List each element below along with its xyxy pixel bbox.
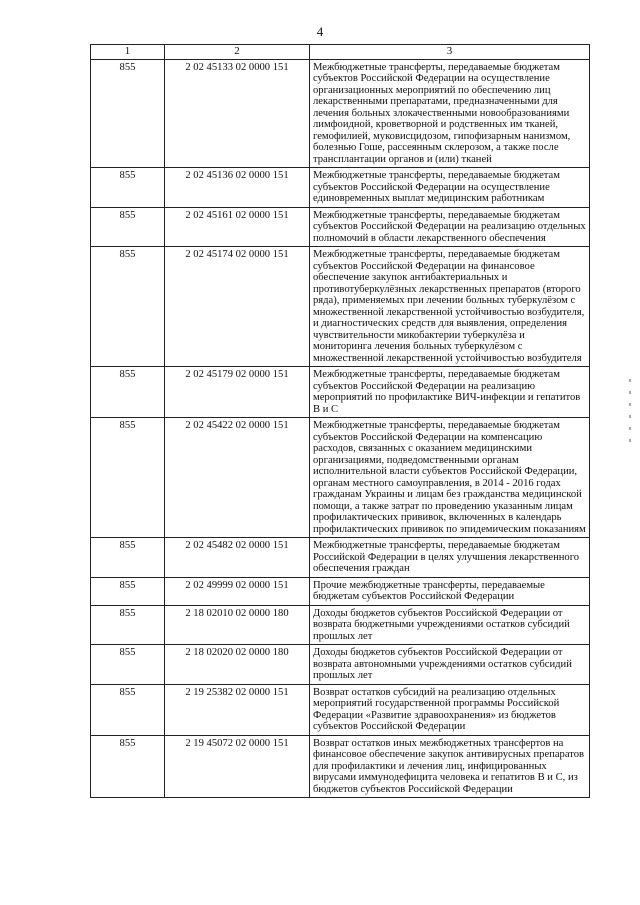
admin-code-cell: 855: [91, 59, 165, 168]
admin-code-cell: 855: [91, 735, 165, 798]
column-number-3: 3: [310, 45, 590, 60]
budget-classification-code-cell: 2 19 45072 02 0000 151: [165, 735, 310, 798]
description-cell: Межбюджетные трансферты, передаваемые бюджетам Российской Федерации в целях улучшения лекарственного обеспечения граждан: [310, 538, 590, 578]
column-number-2: 2: [165, 45, 310, 60]
description-cell: Межбюджетные трансферты, передаваемые бюджетам субъектов Российской Федерации на реализацию мероприятий по профилактике ВИЧ-инфекции и гепатитов B и C: [310, 367, 590, 418]
description-cell: Доходы бюджетов субъектов Российской Федерации от возврата автономными учреждениями остатков субсидий прошлых лет: [310, 645, 590, 685]
budget-codes-table: [90, 44, 590, 798]
budget-classification-code-cell: 2 02 49999 02 0000 151: [165, 577, 310, 605]
budget-classification-code-cell: 2 02 45422 02 0000 151: [165, 418, 310, 538]
admin-code-cell: 855: [91, 605, 165, 645]
scan-margin-marks: [627, 370, 633, 490]
budget-classification-code-cell: 2 02 45174 02 0000 151: [165, 247, 310, 367]
admin-code-cell: 855: [91, 247, 165, 367]
admin-code-cell: 855: [91, 168, 165, 208]
budget-classification-code-cell: 2 02 45482 02 0000 151: [165, 538, 310, 578]
table-row: [91, 577, 590, 605]
admin-code-cell: 855: [91, 684, 165, 735]
description-cell: Межбюджетные трансферты, передаваемые бюджетам субъектов Российской Федерации на финансовое обеспечение закупок антибактериальных и противотуберкулёзных лекарственных препаратов (второго ряда), применяемых при лечении больных туберкулёзом с множественной лекарственной устойчивостью возбудителя, и диагностических средств для выявления, определения чувствительности микобактерии туберкулёза и мониторинга лечения больных туберкулёзом с множественной лекарственной устойчивостью возбудителя: [310, 247, 590, 367]
description-cell: Возврат остатков иных межбюджетных трансфертов на финансовое обеспечение закупок антивирусных препаратов для профилактики и лечения лиц, инфицированных вирусами иммунодефицита человека и гепатитов B и C, из бюджетов субъектов Российской Федерации: [310, 735, 590, 798]
table-row: [91, 645, 590, 685]
table-row: [91, 168, 590, 208]
page-number: 4: [316, 24, 324, 39]
column-number-row: [91, 45, 590, 60]
table-row: [91, 367, 590, 418]
budget-classification-code-cell: 2 18 02020 02 0000 180: [165, 645, 310, 685]
table-row: [91, 418, 590, 538]
column-number-1: 1: [91, 45, 165, 60]
table-row: [91, 59, 590, 168]
budget-classification-code-cell: 2 02 45136 02 0000 151: [165, 168, 310, 208]
admin-code-cell: 855: [91, 418, 165, 538]
table-row: [91, 684, 590, 735]
description-cell: Межбюджетные трансферты, передаваемые бюджетам субъектов Российской Федерации на осуществление организационных мероприятий по обеспечению лиц лекарственными препаратами, предназначенными для лечения больных злокачественными новообразованиями лимфоидной, кроветворной и родственных им тканей, гемофилией, муковисцидозом, гипофизарным нанизмом, болезнью Гоше, рассеянным склерозом, а также после трансплантации органов и (или) тканей: [310, 59, 590, 168]
budget-classification-code-cell: 2 02 45161 02 0000 151: [165, 207, 310, 247]
budget-classification-code-cell: 2 02 45133 02 0000 151: [165, 59, 310, 168]
description-cell: Межбюджетные трансферты, передаваемые бюджетам субъектов Российской Федерации на реализацию отдельных полномочий в области лекарственного обеспечения: [310, 207, 590, 247]
admin-code-cell: 855: [91, 577, 165, 605]
table-row: [91, 538, 590, 578]
table-body: [91, 45, 590, 798]
table-row: [91, 207, 590, 247]
description-cell: Прочие межбюджетные трансферты, передаваемые бюджетам субъектов Российской Федерации: [310, 577, 590, 605]
description-cell: Межбюджетные трансферты, передаваемые бюджетам субъектов Российской Федерации на осуществление единовременных выплат медицинским работникам: [310, 168, 590, 208]
admin-code-cell: 855: [91, 207, 165, 247]
description-cell: Возврат остатков субсидий на реализацию отдельных мероприятий государственной программы Российской Федерации «Развитие здравоохранения» из бюджетов субъектов Российской Федерации: [310, 684, 590, 735]
table-row: [91, 605, 590, 645]
description-cell: Доходы бюджетов субъектов Российской Федерации от возврата бюджетными учреждениями остатков субсидий прошлых лет: [310, 605, 590, 645]
admin-code-cell: 855: [91, 367, 165, 418]
admin-code-cell: 855: [91, 645, 165, 685]
budget-classification-code-cell: 2 18 02010 02 0000 180: [165, 605, 310, 645]
description-cell: Межбюджетные трансферты, передаваемые бюджетам субъектов Российской Федерации на компенсацию расходов, связанных с оказанием медицинскими организациями, подведомственными органам исполнительной власти субъектов Российской Федерации, органам местного самоуправления, в 2014 - 2016 годах гражданам Украины и лицам без гражданства медицинской помощи, а также затрат по проведению указанным лицам профилактических прививок, включенных в календарь профилактических прививок по эпидемическим показаниям: [310, 418, 590, 538]
admin-code-cell: 855: [91, 538, 165, 578]
table-row: [91, 247, 590, 367]
table-row: [91, 735, 590, 798]
budget-classification-code-cell: 2 02 45179 02 0000 151: [165, 367, 310, 418]
budget-classification-code-cell: 2 19 25382 02 0000 151: [165, 684, 310, 735]
